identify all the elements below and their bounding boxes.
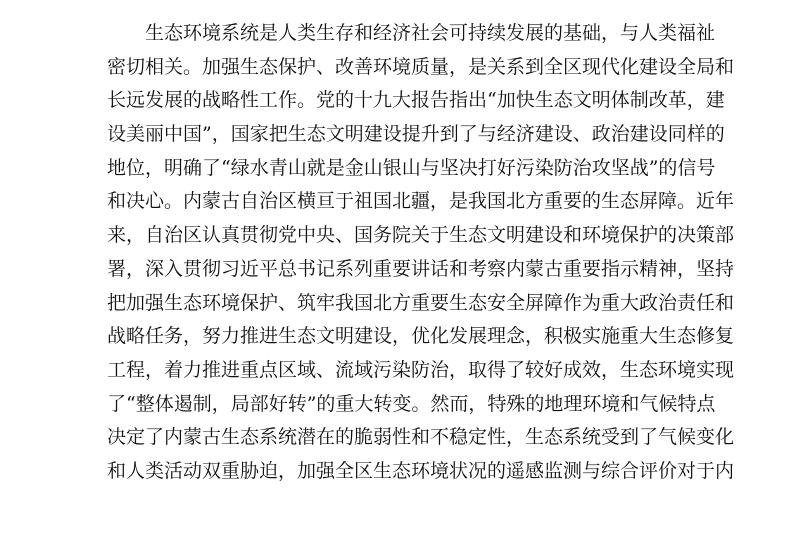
paragraph-line-10: 战略任务，努力推进生态文明建设，优化发展理念，积极实施重大生态修复 [107,325,735,348]
paragraph-line-6: 和决心。内蒙古自治区横亘于祖国北疆，是我国北方重要的生态屏障。近年 [107,190,735,213]
paragraph-line-5: 地位，明确了“绿水青山就是金山银山与坚决打好污染防治攻坚战”的信号 [107,156,716,179]
paragraph-line-4: 设美丽中国”，国家把生态文明建设提升到了与经济建设、政治建设同样的 [107,123,725,146]
paragraph-line-9: 把加强生态环境保护、筑牢我国北方重要生态安全屏障作为重大政治责任和 [107,291,735,314]
paragraph-line-13: 决定了内蒙古生态系统潜在的脆弱性和不稳定性，生态系统受到了气候变化 [107,426,735,449]
paragraph-line-3: 长远发展的战略性工作。党的十九大报告指出“加快生态文明体制改革，建 [107,89,725,112]
paragraph-line-8: 署，深入贯彻习近平总书记系列重要讲话和考察内蒙古重要指示精神，坚持 [107,257,735,280]
paragraph-line-7: 来，自治区认真贯彻党中央、国务院关于生态文明建设和环境保护的决策部 [107,224,735,247]
paragraph-line-12: 了“整体遏制，局部好转”的重大转变。然而，特殊的地理环境和气候特点 [107,392,716,415]
paragraph-line-14: 和人类活动双重胁迫，加强全区生态环境状况的遥感监测与综合评价对于内 [107,459,735,482]
paragraph-line-1: 生态环境系统是人类生存和经济社会可持续发展的基础，与人类福祉 [145,22,716,44]
paragraph-line-11: 工程，着力推进重点区域、流域污染防治，取得了较好成效，生态环境实现 [107,358,735,381]
paragraph-line-2: 密切相关。加强生态保护、改善环境质量，是关系到全区现代化建设全局和 [107,55,735,78]
body-paragraph [107,17,735,489]
